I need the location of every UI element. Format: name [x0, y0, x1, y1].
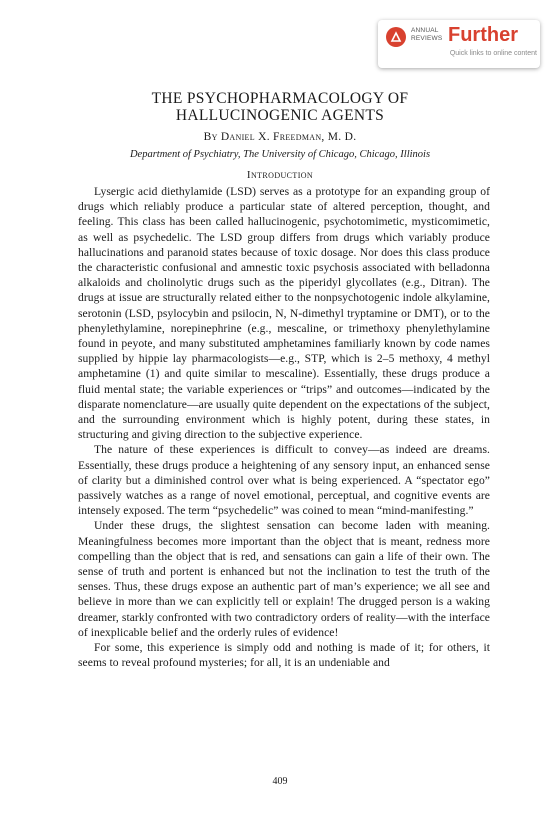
- paragraph: Lysergic acid diethylamide (LSD) serves as a prototype for an expanding group of drugs which reliably produce a particular state of altered perception, thought, and feeling. This class has been called hallucinogenic, psychotomimetic, mysticomimetic, as well as psychedelic. The LSD group differs from drugs which variably produce hallucinations and paranoid states because of toxic dosage. Nor does this class produce the characteristic confusional and amnestic toxic psychosis associated with belladonna alkaloids and cholinolytic drugs such as the piperidyl glycollates (e.g., Ditran). The drugs at issue are structurally related either to the nonpsychotogenic indole alkylamine, serotonin (LSD, psylocybin and psilocin, N, N-dimethyl tryptamine or DMT), or to the phenylethylamine, norepinephrine (e.g., mescaline, or trimethoxy phenylethylamine found in peyote, and many substituted amphetamines familiarly known by code names supplied by hippie lay pharmacologists—e.g., STP, which is 2–5 methoxy, 4 methyl amphetamine (1) and quite similar to mescaline). Essentially, these drugs produce a fluid mental state; the variable experiences or “trips” and outcomes—indicated by the disparate nomenclature—are usually quite dependent on the expectations of the subject, and the surrounding environment which is highly potent, during these states, in structuring and giving direction to the subjective experience.: [78, 185, 490, 442]
- section-heading: Introduction: [246, 169, 314, 181]
- paragraph: Under these drugs, the slightest sensation can become laden with meaning. Meaningfulness becomes more important than the object that is meant, redness more compelling than the object that is red, and sensations can gain a life of their own. The sense of truth and portent is enhanced but not the inclination to test the truth of the senses. Thus, these drugs expose an authentic part of man’s experience; we all see and believe in more than we can explicitly tell or explain! The drugged person is a waking dreamer, starkly confronted with two contradictory orders of reality—with the interface of inexplicable belief and the orderly rules of evidence!: [78, 519, 490, 639]
- annual-reviews-logo-icon: [386, 27, 406, 47]
- article-body: [78, 184, 490, 671]
- annual-reviews-wordmark: [411, 27, 442, 42]
- title-line-1: THE PSYCHOPHARMACOLOGY OF: [151, 90, 409, 107]
- title-line-2: HALLUCINOGENIC AGENTS: [175, 107, 385, 124]
- further-banner[interactable]: [378, 20, 540, 68]
- author-affiliation: Department of Psychiatry, The University of Chicago, Chicago, Illinois: [129, 149, 431, 160]
- annual-label: ANNUAL: [411, 27, 439, 34]
- paragraph: The nature of these experiences is difficult to convey—as indeed are dreams. Essentially, these drugs produce a heightening of any sensory input, an enhanced sense of clarity but a diminished control over what is being experienced. A “spectator ego” passively watches as a range of novel emotional, perceptual, and cognitive events are intensely exposed. The term “psychedelic” was coined to mean “mind-manifesting.”: [78, 443, 490, 518]
- further-subtitle: Quick links to online content: [449, 50, 537, 57]
- author-byline: By Daniel X. Freedman, M. D.: [203, 131, 357, 143]
- page-number: 409: [272, 776, 288, 787]
- further-label: Further: [448, 24, 518, 46]
- reviews-label: REVIEWS: [411, 34, 443, 42]
- paragraph: For some, this experience is simply odd and nothing is made of it; for others, it seems to reveal profound mysteries; for all, it is an undeniable and: [78, 641, 490, 670]
- article-title: [0, 90, 560, 124]
